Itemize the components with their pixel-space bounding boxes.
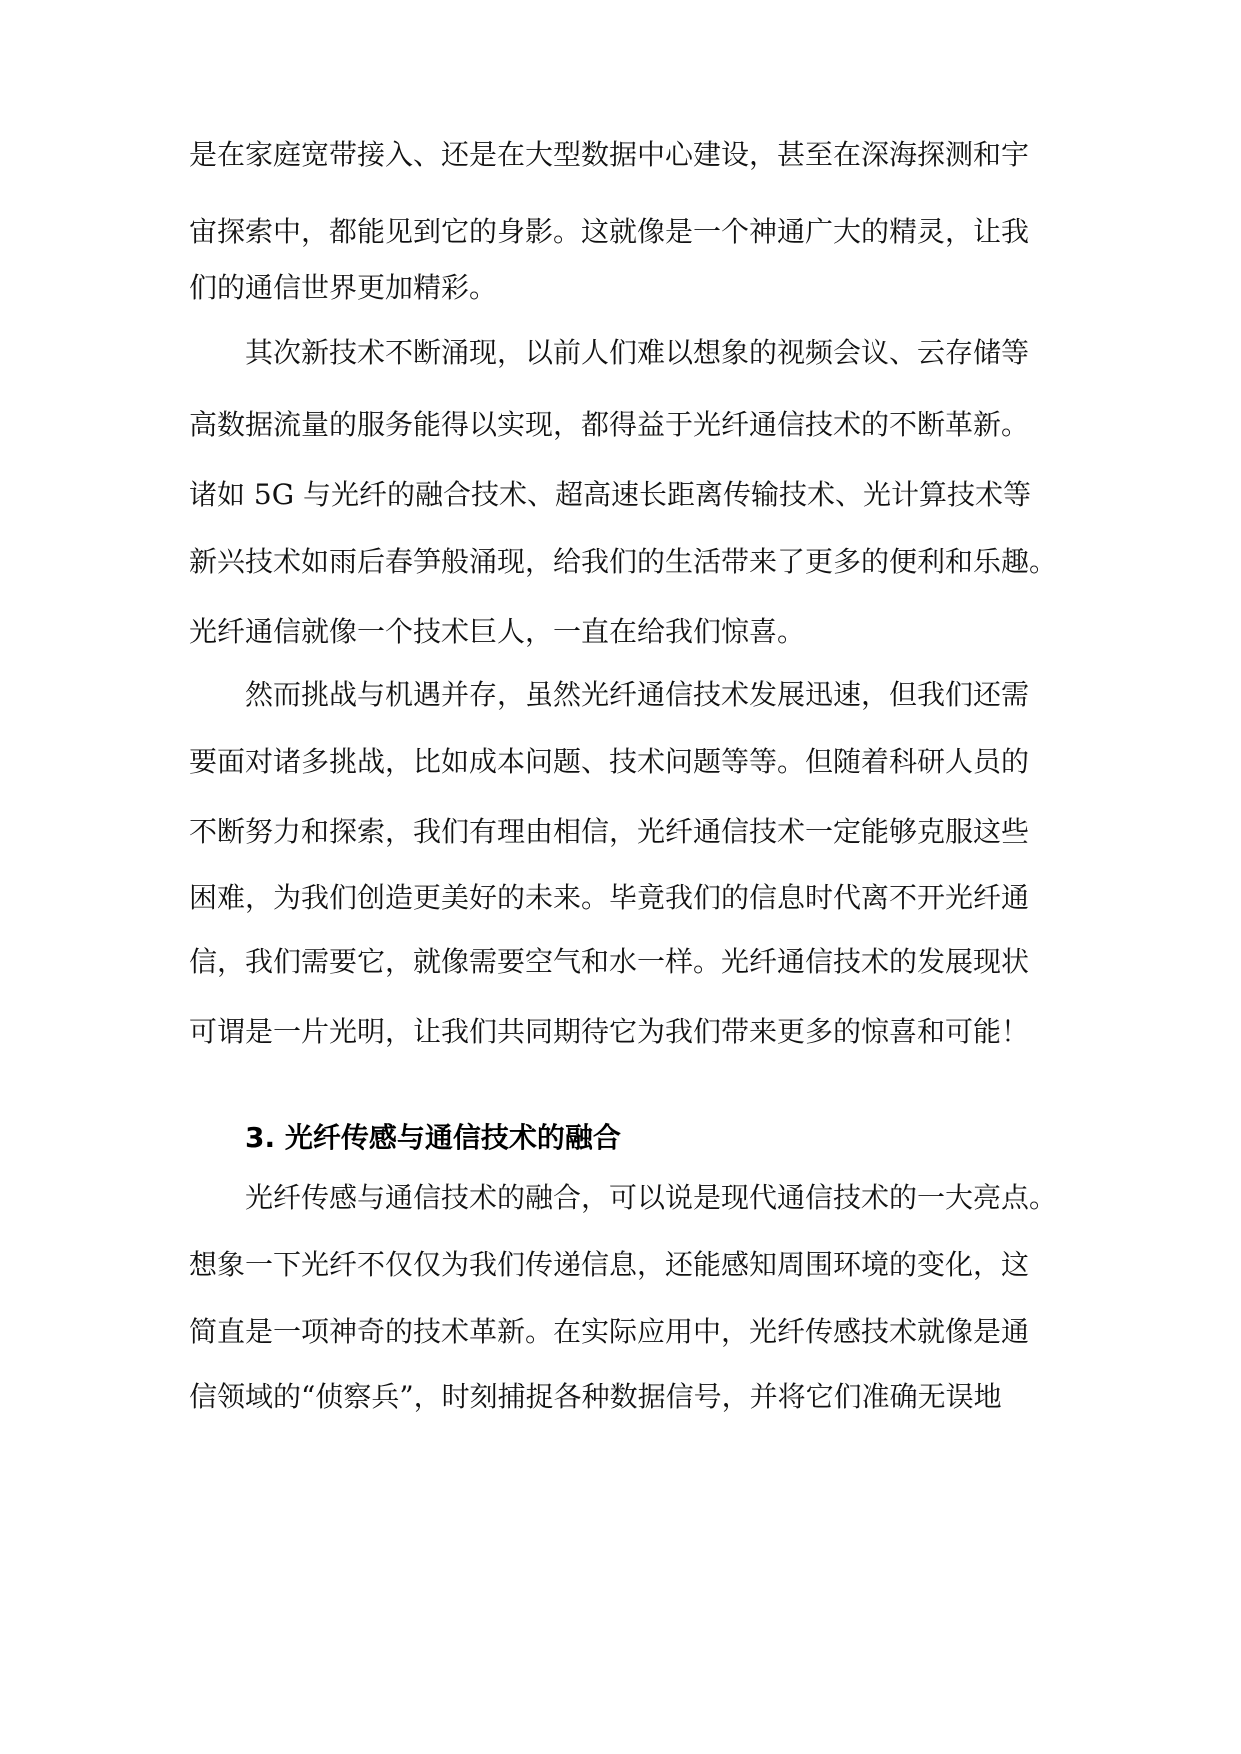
section-line-3: 简直是一项神奇的技术革新。在实际应用中，光纤传感技术就像是通 <box>189 1315 1030 1348</box>
paragraph-1-line-3: 们的通信世界更加精彩。 <box>189 271 498 304</box>
paragraph-3-line-6: 可谓是一片光明，让我们共同期待它为我们带来更多的惊喜和可能！ <box>189 1015 1030 1048</box>
paragraph-2-line-3: 诸如 5G 与光纤的融合技术、超高速长距离传输技术、光计算技术等 <box>189 478 1031 511</box>
paragraph-2-line-4: 新兴技术如雨后春笋般涌现，给我们的生活带来了更多的便利和乐趣。 <box>189 545 1058 578</box>
paragraph-3-line-5: 信，我们需要它，就像需要空气和水一样。光纤通信技术的发展现状 <box>189 945 1030 978</box>
paragraph-2-line-2: 高数据流量的服务能得以实现，都得益于光纤通信技术的不断革新。 <box>189 408 1030 441</box>
paragraph-3-line-1: 然而挑战与机遇并存，虽然光纤通信技术发展迅速，但我们还需 <box>245 678 1030 711</box>
section-line-1: 光纤传感与通信技术的融合，可以说是现代通信技术的一大亮点。 <box>245 1181 1058 1214</box>
paragraph-3-line-3: 不断努力和探索，我们有理由相信，光纤通信技术一定能够克服这些 <box>189 815 1030 848</box>
paragraph-1-line-2: 宙探索中，都能见到它的身影。这就像是一个神通广大的精灵，让我 <box>189 215 1030 248</box>
section-line-4: 信领域的“侦察兵”，时刻捕捉各种数据信号，并将它们准确无误地 <box>189 1380 1002 1413</box>
paragraph-3-line-4: 困难，为我们创造更美好的未来。毕竟我们的信息时代离不开光纤通 <box>189 881 1030 914</box>
section-line-2: 想象一下光纤不仅仅为我们传递信息，还能感知周围环境的变化，这 <box>189 1248 1030 1281</box>
paragraph-2-line-1: 其次新技术不断涌现，以前人们难以想象的视频会议、云存储等 <box>245 336 1030 369</box>
paragraph-1-line-1: 是在家庭宽带接入、还是在大型数据中心建设，甚至在深海探测和宇 <box>189 138 1030 171</box>
paragraph-2-line-5: 光纤通信就像一个技术巨人，一直在给我们惊喜。 <box>189 615 806 648</box>
paragraph-3-line-2: 要面对诸多挑战，比如成本问题、技术问题等等。但随着科研人员的 <box>189 745 1030 778</box>
section-heading: 3. 光纤传感与通信技术的融合 <box>245 1121 621 1154</box>
